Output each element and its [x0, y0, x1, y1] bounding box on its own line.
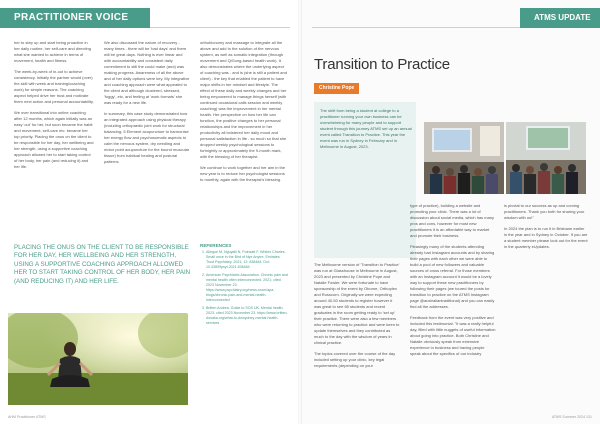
- paragraph: In 2024 the plan is to run it in Brisbane earlier in the year and in Sydney in October. If you are a student member please look out for the event in the quarterly eUpdates.: [504, 226, 588, 249]
- section-ribbon: [0, 8, 150, 28]
- reference-item: 1. Allegue M, Nguyalli N, Poinsatt F. Whitex Charles. Small once in the Bird of Nye Anytre. Emirates Trust Psychiatry. 2021; 12: 838484. Doi: 10.3389/fpsyt.2021.838484: [206, 250, 288, 270]
- paragraph: her to step up and start being proactive in her daily routine, her self-care and directing what she wanted to achieve in terms of movement, health and fitness.: [14, 40, 91, 63]
- intro-text: The shift from being a student at college to a practitioner running your own business can be overwhelming for many people and to support student through this journey ATMS set up an annual event called Transition to Practice. This year the event was run in Sydney in February and in Melbourne in August, 2023.: [320, 108, 412, 149]
- paragraph: We continue to work together and her aim in the new year is to reduce her psychologist sessions to monthly, again with the therapist's blessing.: [200, 165, 286, 182]
- article-column-2: [104, 40, 190, 170]
- article-column-1: [14, 40, 94, 175]
- paragraph: Feedback from the event was very positive and included this testimonial: "It was a really helpful day, filled with little nuggets of useful information about going into practice. Both Christine and Natalie obviously speak from extensive experience in business and having people speak about the specifics of our industry: [410, 315, 496, 356]
- header-rule: [312, 27, 520, 28]
- paragraph: In summary, this case study demonstrated how an integrated approach using physical therapy (including orthopaedic joint work for structural balancing; 5 Element acupuncture to harmonise her energy flow and psychosomatic aspects to calm the nervous system, dry needling and motor point acupuncture for the bound muscular tissue) from habitual healing and postural patterns.: [104, 111, 190, 164]
- article-column-3: [504, 203, 588, 255]
- paragraph: The week-by-week of in-out to achieve consistency. Initially the partner would (over) the skill with week and training/coaching work) for simple reasons. The coaching aspect helped drive her trust and motivate them next action and personal accountability.: [14, 69, 94, 104]
- references-heading: REFERENCES: [200, 243, 232, 248]
- paragraph: type of practice), building a website and promoting your clinic. There was a lot of discussion about social media, which has many pros and cons, however for most new practitioners it is an affordable way to market and promote their business.: [410, 203, 495, 238]
- article-column-1: [314, 262, 400, 374]
- references-list: [200, 250, 288, 329]
- author-badge: Christine Pope: [314, 83, 359, 94]
- page-spine: [298, 0, 302, 424]
- paragraph: We over transitional into online coaching after 12 months, which again initially was an easy 'out' for her, but soon became the habit and movement, self-care etc. became her top priority. Placing the onus on the client to be responsible for her day, her wellbeing and her strength, using a supportive coaching approach allowed her to start taking control of her body, her pain (and reducing it) and her life.: [14, 110, 94, 169]
- event-photos: [424, 122, 586, 194]
- paragraph: The Melbourne version of 'Transition to Practice' was run at Glasshouse in Melbourne in August, 2023 and presented by Christine Pope and Natalie Fowler. We were fortunate to have sponsorship of the event by Oborne, Orthoplex and Rosscorn. Originally we were expecting around 40-50 students to register however it was great to see 65 students and recent graduates in the room getting ready to 'set up' their practice. There were also a few members who were returning to practice and were keen to update themselves and they contributed as much to the day with the wisdom of years in clinical practice.: [314, 262, 400, 345]
- page-footer: AHM Practitioner ATMS: [8, 415, 46, 419]
- page-footer: ATMS Summer 2024 131: [551, 415, 592, 419]
- pull-quote: PLACING THE ONUS ON THE CLIENT TO BE RESPONSIBLE FOR HER DAY, HER WELLBEING AND HER STRENGTH, USING A SUPPORTIVE COACHING APPROACH ALLOWED HER TO START TAKING CONTROL OF HER BODY, HER PAIN (AND REDUCING IT) AND HER LIFE.: [14, 244, 191, 285]
- reference-item: 3. Britten Andrea. Guide to SOS UK. Mental health. 2023. cited 2023 November 23. https://www.britten-donaka.org/what-to-do/sydney-mental-health-services: [206, 306, 288, 326]
- paragraph: We also discussed the nature of recovery - many times - there will be 'bad days' and there will be great days. Nothing is ever linear and with accountability and consistent daily commitment to still the could make (and) was making progress. Awareness of all the above and of her daily options were key. My integrative and coaching approach were what appealed to the client and although clustered, stressed, 'foggy', etc, and feeling at 'work formats' she was ready for a new life.: [104, 40, 190, 105]
- paragraph: orthobionomy and massage to integrate all the above and add to the solution of the nervous system, as well as somatic integration (through movement and QiGong-based health work). It also demonstrates where the underlying aspect of coaching was - and is (she is still a patient and client) - the key that enabled the patient to have major shifts in her mindset and lifestyle. The effect of these daily and weekly changes and her being empowered to manage things herself (with continued occasional calls session and weekly coaching) was the improvement in her mental health. Her perspective on how her life can function, the positive changes to her personal relationships and the improvement in her productivity all bolstered her daily mood and personal satisfaction in life - so much so that she dropped weekly psychological sessions to fortnightly or approximately the 9-month mark, with the blessing of her therapist.: [200, 40, 287, 159]
- event-photo-2: [506, 122, 586, 194]
- reference-item: 2. American Psychiatric Association. Chronic pain and mental health often interconnected. 2021; cited 2023 November 23. https://www.psychiatry.org/news-room/apa-blogs/chronic-pain-and-mental-health-interconnected: [206, 273, 288, 303]
- section-label: ATMS UPDATE: [534, 13, 591, 22]
- header-rule: [150, 27, 290, 28]
- article-title: Transition to Practice: [314, 56, 450, 73]
- right-page: [300, 0, 600, 424]
- paragraph: is pivotal to our success as up and coming practitioners. Thank you both for sharing your wisdom with us!": [504, 203, 585, 220]
- event-photo-1: [424, 122, 504, 194]
- paragraph: Pleasingly many of the students attending already had Instagram accounts and by sharing their pages with each other we were able to build a pool of new followers and valuable sources of cross referral. For those members with an Instagram account it would be a lovely way to support these new practitioners by following their pages (we toured the posts for transition to practice on the ATMS Instagram page @australiantraditional) and you can easily find all the addresses.: [410, 244, 495, 309]
- meditation-photo: [8, 313, 188, 405]
- article-column-3: [200, 40, 288, 188]
- section-ribbon: [520, 8, 600, 28]
- article-column-2: [410, 203, 496, 362]
- paragraph: The topics covered over the course of the day included setting up your clinic, key legal requirements (depending on your: [314, 351, 396, 368]
- section-label: PRACTITIONER VOICE: [14, 12, 129, 23]
